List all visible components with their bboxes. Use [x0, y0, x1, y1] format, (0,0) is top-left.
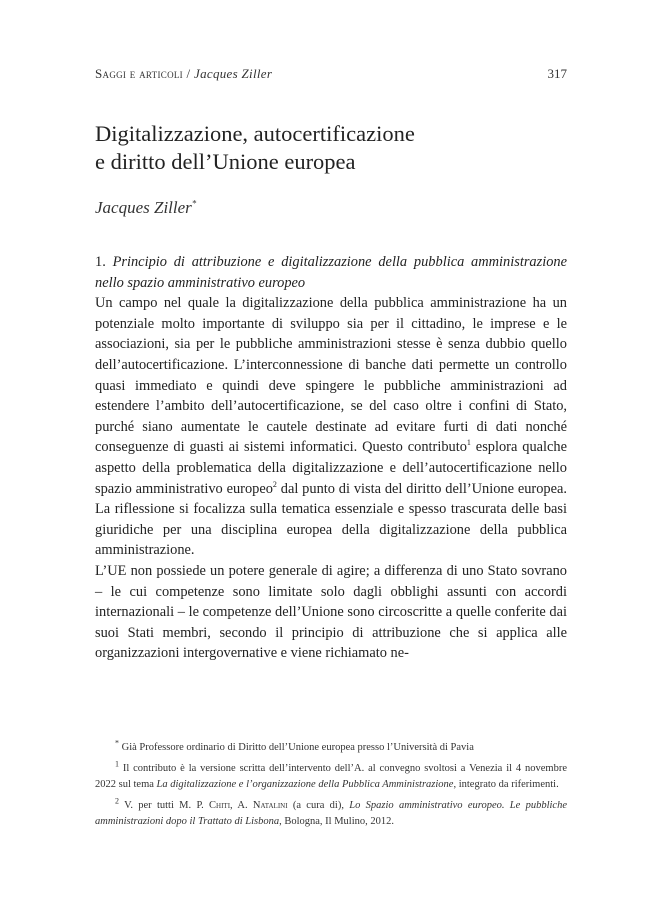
article-body: [95, 252, 567, 664]
footnote-1: [95, 761, 567, 794]
footnote-star-text: Già Professore ordinario di Diritto dell’Unione europea presso l’Università di Pavia: [119, 742, 474, 753]
footnote-ref-1: 1: [466, 438, 471, 448]
footnote-1-text-a: Il contributo è la versione scritta dell’intervento dell’A. al convegno svoltosi a Venezia il 4 novembre 2022 sul tema: [95, 762, 567, 790]
footnote-1-mark: 1: [115, 759, 119, 768]
footnote-1-text-b: , integrato da riferimenti.: [453, 779, 559, 790]
article-title: [95, 120, 567, 176]
author-name: Jacques Ziller: [95, 198, 192, 217]
footnote-ref-2: 2: [272, 479, 277, 489]
running-head-section: Saggi e articoli: [95, 66, 183, 81]
footnote-star: [95, 740, 567, 757]
paragraph-1-part-1: Un campo nel quale la digitalizzazione della pubblica amministrazione ha un potenziale molto importante di sviluppo sia per il cittadino, le imprese e le associazioni, sia per le pubbliche amministrazioni stesse è senza dubbio quello dell’autocertificazione. L’interconnessione di banche dati permette un controllo quasi immediato e quindi deve spingere le pubbliche amministrazioni ad estendere l’ambito dell’autocertificazione, se del caso oltre i confini di Stato, purché siano aumentate le cautele destinate ad evitare furti di dati nonché conseguenze di guasti ai sistemi informatici. Questo contributo: [95, 295, 567, 456]
footnote-2-text-d: , Bologna, Il Mulino, 2012.: [279, 816, 394, 827]
running-head-left: [95, 66, 272, 82]
paragraph-2: L’UE non possiede un potere generale di agire; a differenza di uno Stato sovrano – le cui competenze sono limitate solo dagli obblighi assunti con accordi internazionali – le competenze dell’Unione sono circoscritte a quelle conferite dai suoi Stati membri, secondo il principio di attribuzione che si applica alle organizzazioni intergovernative e viene richiamato ne-: [95, 562, 567, 662]
paragraph-1: [95, 293, 567, 561]
footnote-2: [95, 798, 567, 831]
footnote-2-text-a: V. per tutti M. P.: [119, 799, 210, 811]
title-line-2: e diritto dell’Unione europea: [95, 149, 356, 174]
footnote-2-name-2: Natalini: [252, 799, 288, 811]
page-number: 317: [547, 66, 567, 81]
article-author: [95, 198, 196, 218]
footnote-2-text-c: (a cura di),: [287, 799, 350, 811]
paragraph-1-part-2: esplora qualche aspetto della problematica della digitalizzazione e dell’autocertificazione nello spazio amministrativo europeo: [95, 439, 567, 497]
footnote-2-text-b: , A.: [230, 799, 253, 811]
section-heading: [95, 252, 567, 293]
footnote-2-mark: 2: [115, 796, 119, 805]
paragraph-1-part-3: dal punto di vista del diritto dell’Unione europea. La riflessione si focalizza sulla tematica essenziale e spesso trascurata delle basi giuridiche per una disciplina europea della digitalizzazione della pubblica amministrazione.: [95, 480, 567, 559]
footnote-2-italic: Lo Spazio amministrativo europeo. Le pubbliche amministrazioni dopo il Trattato di Lisbona: [95, 799, 567, 827]
section-number: 1.: [95, 254, 106, 270]
footnote-2-name-1: Chiti: [209, 799, 231, 811]
running-head-author: Jacques Ziller: [194, 66, 273, 81]
running-head-separator: /: [182, 66, 194, 81]
footnote-1-italic: La digitalizzazione e l’organizzazione della Pubblica Amministrazione: [156, 779, 454, 790]
section-title: Principio di attribuzione e digitalizzazione della pubblica amministrazione nello spazio amministrativo europeo: [95, 254, 567, 291]
author-footnote-mark: *: [191, 198, 197, 209]
footnotes: [95, 740, 567, 835]
footnote-star-mark: *: [115, 738, 119, 748]
title-line-1: Digitalizzazione, autocertificazione: [95, 121, 415, 146]
